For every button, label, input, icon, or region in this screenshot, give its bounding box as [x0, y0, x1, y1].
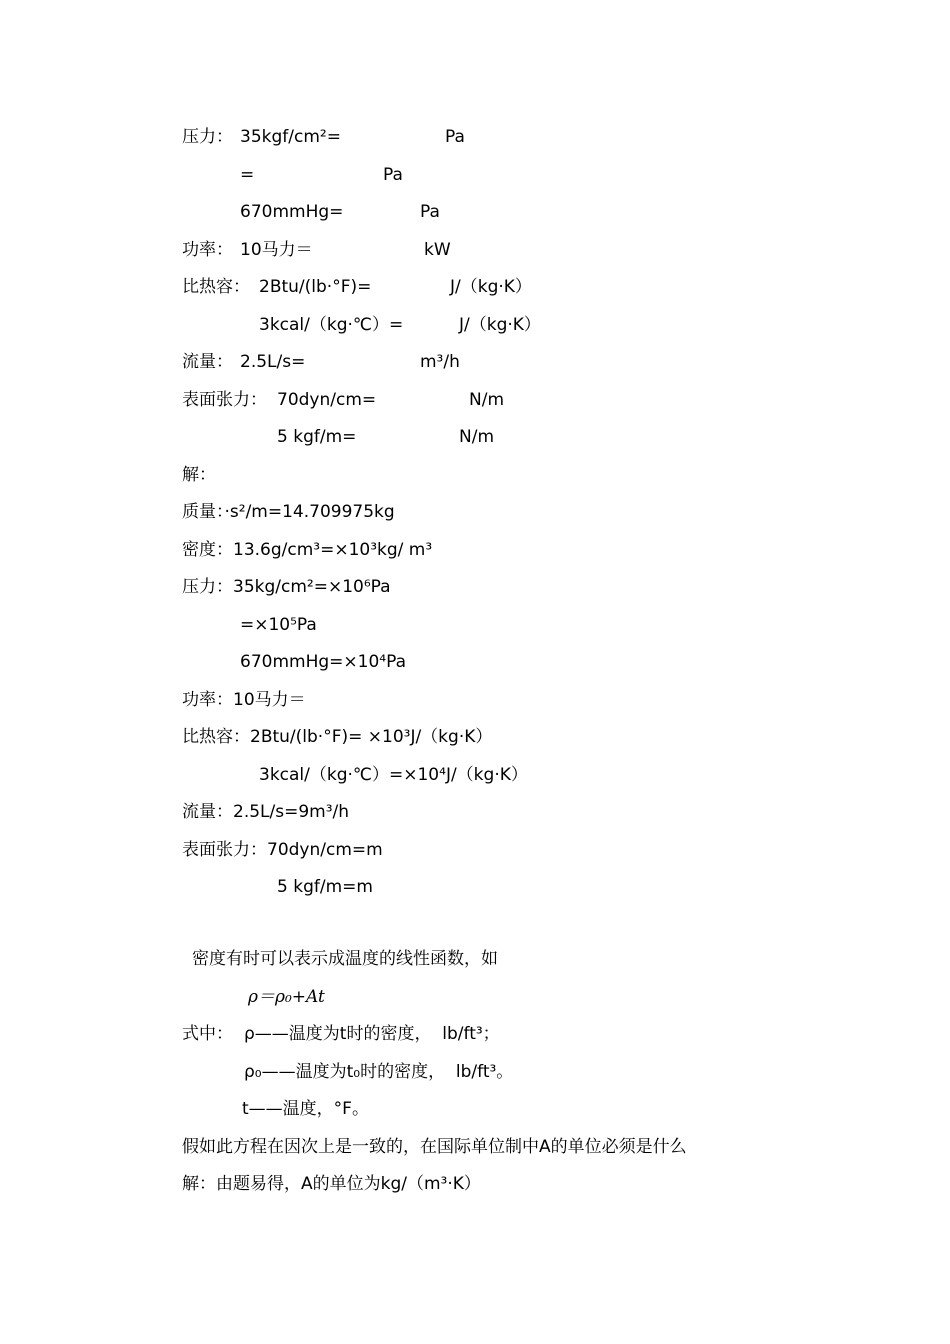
solution-pressure-3-text: 670mmHg=×10⁴Pa [240, 652, 406, 672]
solution-pressure-2 [0, 611, 317, 639]
solution-surface-tension-1 [0, 836, 383, 864]
heat-capacity-expression-1: 2Btu/(lb·°F)= [259, 277, 372, 297]
density-intro [0, 945, 498, 973]
solution-pressure-1-text: 压力：35kg/cm²=×10⁶Pa [182, 577, 391, 597]
pressure-line-3 [0, 198, 440, 226]
solution-power [0, 686, 306, 714]
rho-definition: ρ——温度为t时的密度， lb/ft³； [244, 1024, 500, 1044]
rho0-definition: ρ₀——温度为t₀时的密度， lb/ft³。 [244, 1062, 514, 1082]
density-intro-text: 密度有时可以表示成温度的线性函数，如 [192, 949, 498, 969]
solution-flow-text: 流量：2.5L/s=9m³/h [182, 802, 350, 822]
pressure-expression-1: 35kgf/cm²= [240, 127, 341, 147]
solution-pressure-3 [0, 648, 406, 676]
solution-surface-tension-2-text: 5 kgf/m=m [277, 877, 373, 897]
surface-tension-unit-2: N/m [459, 427, 495, 447]
pressure-line-1 [0, 123, 465, 151]
answer-text: 解：由题易得，A的单位为kg/（m³·K） [182, 1174, 481, 1194]
surface-tension-expression-1: 70dyn/cm= [277, 390, 377, 410]
surface-tension-expression-2: 5 kgf/m= [277, 427, 357, 447]
heat-capacity-expression-2: 3kcal/（kg·℃）= [259, 315, 404, 335]
density-equation [0, 983, 325, 1011]
t-definition: t——温度，°F。 [242, 1099, 369, 1119]
where-label: 式中： [182, 1024, 233, 1044]
flow-unit: m³/h [420, 352, 460, 372]
solution-heat-capacity-2 [0, 761, 528, 789]
heat-capacity-unit-2: J/（kg·K） [459, 315, 541, 335]
solution-pressure-2-text: =×10⁵Pa [240, 615, 317, 635]
surface-tension-line-2 [0, 423, 495, 451]
surface-tension-unit-1: N/m [469, 390, 505, 410]
heat-capacity-label: 比热容： [182, 277, 250, 297]
solution-flow [0, 798, 350, 826]
surface-tension-label: 表面张力： [182, 390, 267, 410]
pressure-unit-2: Pa [383, 165, 403, 185]
power-unit: kW [424, 240, 451, 260]
flow-label: 流量： [182, 352, 233, 372]
heat-capacity-unit-1: J/（kg·K） [450, 277, 532, 297]
solution-heading-text: 解： [182, 465, 216, 485]
rho0-definition-line [0, 1058, 514, 1086]
heat-capacity-line-2 [0, 311, 541, 339]
question-text: 假如此方程在因次上是一致的，在国际单位制中A的单位必须是什么 [182, 1137, 687, 1157]
heat-capacity-line-1 [0, 273, 532, 301]
solution-density-text: 密度：13.6g/cm³=×10³kg/ m³ [182, 540, 433, 560]
question-line [0, 1133, 687, 1161]
solution-density [0, 536, 433, 564]
solution-mass-text: 质量：·s²/m=14.709975kg [182, 502, 395, 522]
pressure-label: 压力： [182, 127, 233, 147]
density-equation-text: ρ＝ρ₀+At [248, 987, 325, 1007]
pressure-unit-1: Pa [445, 127, 465, 147]
solution-power-text: 功率：10马力＝ [182, 690, 306, 710]
surface-tension-line-1 [0, 386, 505, 414]
flow-line [0, 348, 460, 376]
answer-line [0, 1170, 481, 1198]
solution-mass [0, 498, 395, 526]
solution-surface-tension-1-text: 表面张力：70dyn/cm=m [182, 840, 383, 860]
solution-heading [0, 461, 216, 489]
power-line [0, 236, 451, 264]
solution-heat-capacity-2-text: 3kcal/（kg·℃）=×10⁴J/（kg·K） [259, 765, 528, 785]
power-expression: 10马力＝ [240, 240, 313, 260]
pressure-line-2 [0, 161, 403, 189]
pressure-expression-3: 670mmHg= [240, 202, 344, 222]
power-label: 功率： [182, 240, 233, 260]
pressure-expression-2: = [240, 165, 255, 185]
t-definition-line [0, 1095, 369, 1123]
solution-surface-tension-2 [0, 873, 373, 901]
solution-heat-capacity-1 [0, 723, 493, 751]
flow-expression: 2.5L/s= [240, 352, 306, 372]
solution-heat-capacity-1-text: 比热容：2Btu/(lb·°F)= ×10³J/（kg·K） [182, 727, 493, 747]
pressure-unit-3: Pa [420, 202, 440, 222]
rho-definition-line [0, 1020, 500, 1048]
solution-pressure-1 [0, 573, 391, 601]
